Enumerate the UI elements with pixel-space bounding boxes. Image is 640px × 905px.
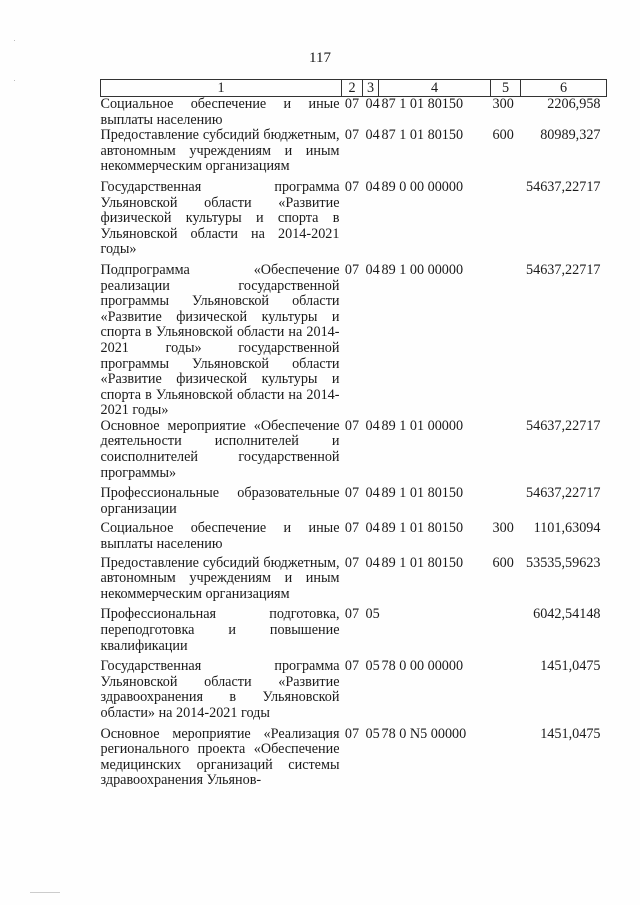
table-row [101, 654, 607, 721]
row-expense-type [491, 175, 521, 258]
row-name: Социальное обеспечение и иные выплаты населению [100, 520, 340, 553]
column-header: 5 [491, 80, 521, 97]
row-expense-type [491, 419, 521, 481]
row-name: Государственная программа Ульяновской области «Развитие физической культуры и спорта в Ульяновской области на 2014-2021 годы» [100, 178, 340, 258]
row-expense-type [491, 654, 521, 721]
row-section-code: 07 [344, 520, 360, 537]
row-expense-type [491, 602, 521, 654]
row-name: Подпрограмма «Обеспечение реализации государственной программы Ульяновской области «Развитие физической культуры и спорта в Ульяновской области на 2014-2021 годы» государственной программы Ульяновской области «Развитие физической культуры и спорта в Ульяновской области на 2014-2021 годы» [100, 261, 340, 419]
row-name: Основное мероприятие «Реализация регионального проекта «Обеспечение медицинских организаций системы здравоохранения Ульянов- [100, 725, 340, 789]
row-expense-type [491, 722, 521, 789]
column-header: 1 [101, 80, 342, 97]
row-section-code: 07 [344, 178, 360, 195]
row-subsection-code: 04 [365, 127, 380, 144]
row-amount: 1451,0475 [540, 725, 601, 742]
row-target-article: 78 0 N5 00000 [381, 725, 467, 742]
table-row [101, 553, 607, 603]
row-section-code: 07 [344, 96, 360, 112]
row-subsection-code: 04 [365, 261, 380, 278]
row-subsection-code: 05 [365, 658, 380, 675]
row-expense-type: 300 [492, 520, 514, 537]
row-name: Профессиональные образовательные организации [100, 485, 340, 517]
row-subsection-code: 04 [365, 96, 380, 112]
table-row [101, 128, 607, 175]
table-row [101, 602, 607, 654]
page-number: 117 [309, 50, 331, 66]
row-section-code: 07 [344, 261, 360, 278]
row-section-code: 07 [344, 127, 360, 144]
column-header: 4 [379, 80, 491, 97]
row-subsection-code: 04 [365, 485, 380, 502]
row-target-article: 89 1 00 00000 [381, 261, 464, 278]
row-amount: 54637,22717 [526, 178, 601, 195]
row-target-article: 87 1 01 80150 [381, 127, 464, 144]
row-amount: 6042,54148 [533, 606, 601, 623]
row-name: Предоставление субсидий бюджетным, автономным учреждениям и иным некоммерческим организациям [100, 127, 340, 175]
row-section-code: 07 [344, 417, 360, 434]
row-name: Государственная программа Ульяновской области «Развитие здравоохранения в Ульяновской области» на 2014-2021 годы [100, 658, 340, 721]
row-expense-type: 300 [492, 96, 514, 112]
row-expense-type [491, 481, 521, 517]
table-header-row [101, 80, 607, 97]
row-amount: 54637,22717 [526, 485, 601, 502]
row-amount: 1101,63094 [533, 520, 601, 537]
row-subsection-code: 04 [365, 554, 380, 571]
table-row [101, 517, 607, 552]
row-expense-type: 600 [492, 554, 514, 571]
row-section-code: 07 [344, 485, 360, 502]
row-target-article: 89 1 01 80150 [381, 485, 464, 502]
column-header: 3 [363, 80, 379, 97]
row-target-article: 87 1 01 80150 [381, 96, 464, 112]
row-amount: 53535,59623 [526, 554, 601, 571]
row-expense-type [491, 258, 521, 419]
table-row [101, 419, 607, 481]
row-name: Предоставление субсидий бюджетным, автономным учреждениям и иным некоммерческим организациям [100, 554, 340, 602]
row-expense-type: 600 [492, 127, 514, 144]
row-subsection-code: 04 [365, 417, 380, 434]
row-name: Основное мероприятие «Обеспечение деятельности исполнителей и соисполнителей государственной программы» [100, 417, 340, 481]
row-amount: 54637,22717 [526, 261, 601, 278]
row-target-article: 78 0 00 00000 [381, 658, 464, 675]
row-amount: 2206,958 [547, 96, 601, 112]
row-target-article [379, 602, 491, 654]
row-amount: 54637,22717 [526, 417, 601, 434]
budget-table [100, 79, 607, 789]
row-subsection-code: 05 [365, 725, 380, 742]
row-section-code: 07 [344, 554, 360, 571]
table-row [101, 481, 607, 517]
row-section-code: 07 [344, 606, 360, 623]
table-row [101, 722, 607, 789]
table-row [101, 175, 607, 258]
row-section-code: 07 [344, 658, 360, 675]
row-name: Профессиональная подготовка, переподготовка и повышение квалификации [100, 606, 340, 654]
row-subsection-code: 05 [365, 606, 380, 623]
row-subsection-code: 04 [365, 520, 380, 537]
row-target-article: 89 1 01 80150 [381, 520, 464, 537]
row-subsection-code: 04 [365, 178, 380, 195]
row-target-article: 89 1 01 00000 [381, 417, 464, 434]
row-amount: 80989,327 [540, 127, 601, 144]
column-header: 2 [342, 80, 363, 97]
row-section-code: 07 [344, 725, 360, 742]
row-name: Социальное обеспечение и иные выплаты населению [100, 96, 340, 128]
row-target-article: 89 1 01 80150 [381, 554, 464, 571]
row-amount: 1451,0475 [540, 658, 601, 675]
row-target-article: 89 0 00 00000 [381, 178, 464, 195]
column-header: 6 [521, 80, 607, 97]
table-row [101, 258, 607, 419]
table-row [101, 97, 607, 129]
